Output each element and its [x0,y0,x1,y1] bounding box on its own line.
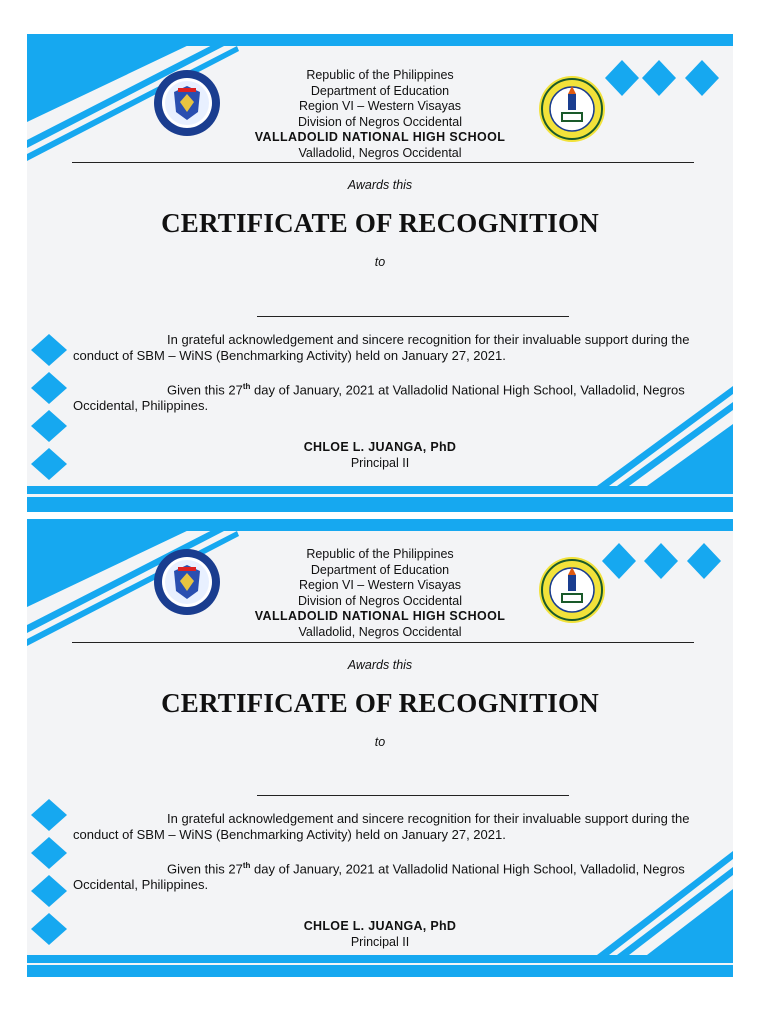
bottom-band-2 [27,497,733,512]
diamond-decoration [31,372,67,404]
header-line: Department of Education [310,83,450,98]
recipient-name-line [257,316,569,317]
certificate-header [27,68,733,161]
diamond-decoration [31,875,67,907]
header-line: Division of Negros Occidental [298,114,462,129]
header-divider [72,162,694,163]
bottom-band [27,486,733,494]
bottom-band [27,955,733,963]
diamond-decoration [31,837,67,869]
signer-name: CHLOE L. JUANGA, PhD [303,919,457,933]
body-paragraph-2: Given this 27th day of January, 2021 at Valladolid National High School, Valladolid, Negros Occidental, Philippines. [73,382,685,414]
signer-name: CHLOE L. JUANGA, PhD [303,440,457,454]
body-paragraph-1: In grateful acknowledgement and sincere recognition for their invaluable support during the conduct of SBM – WiNS (Benchmarking Activity) held on January 27, 2021. [73,811,690,842]
certificate-1 [27,34,733,512]
school-address: Valladolid, Negros Occidental [298,624,462,639]
header-line: Region VI – Western Visayas [298,578,462,592]
top-band [27,34,733,46]
header-line: Republic of the Philippines [306,68,454,82]
awards-text: Awards this [347,178,413,192]
top-band [27,519,733,531]
diamond-decoration [31,799,67,831]
header-line: Republic of the Philippines [306,547,454,561]
signer-position: Principal II [350,456,410,470]
school-name: VALLADOLID NATIONAL HIGH SCHOOL [254,609,506,623]
school-address: Valladolid, Negros Occidental [298,145,462,160]
diamond-decoration [31,334,67,366]
awards-text: Awards this [347,658,413,672]
certificate-header [27,547,733,640]
to-text: to [374,735,386,749]
diamond-decoration [31,410,67,442]
header-line: Department of Education [310,562,450,577]
header-divider [72,642,694,643]
certificate-2 [27,519,733,977]
school-name: VALLADOLID NATIONAL HIGH SCHOOL [254,130,506,144]
signer-position: Principal II [350,935,410,949]
certificate-title: CERTIFICATE OF RECOGNITION [161,208,599,238]
recipient-name-line [257,795,569,796]
header-line: Region VI – Western Visayas [298,99,462,113]
certificate-title: CERTIFICATE OF RECOGNITION [161,688,599,718]
body-paragraph-2: Given this 27th day of January, 2021 at Valladolid National High School, Valladolid, Negros Occidental, Philippines. [73,861,685,893]
header-line: Division of Negros Occidental [298,593,462,608]
bottom-band-2 [27,965,733,977]
body-paragraph-1: In grateful acknowledgement and sincere recognition for their invaluable support during the conduct of SBM – WiNS (Benchmarking Activity) held on January 27, 2021. [73,332,690,363]
to-text: to [374,255,386,269]
